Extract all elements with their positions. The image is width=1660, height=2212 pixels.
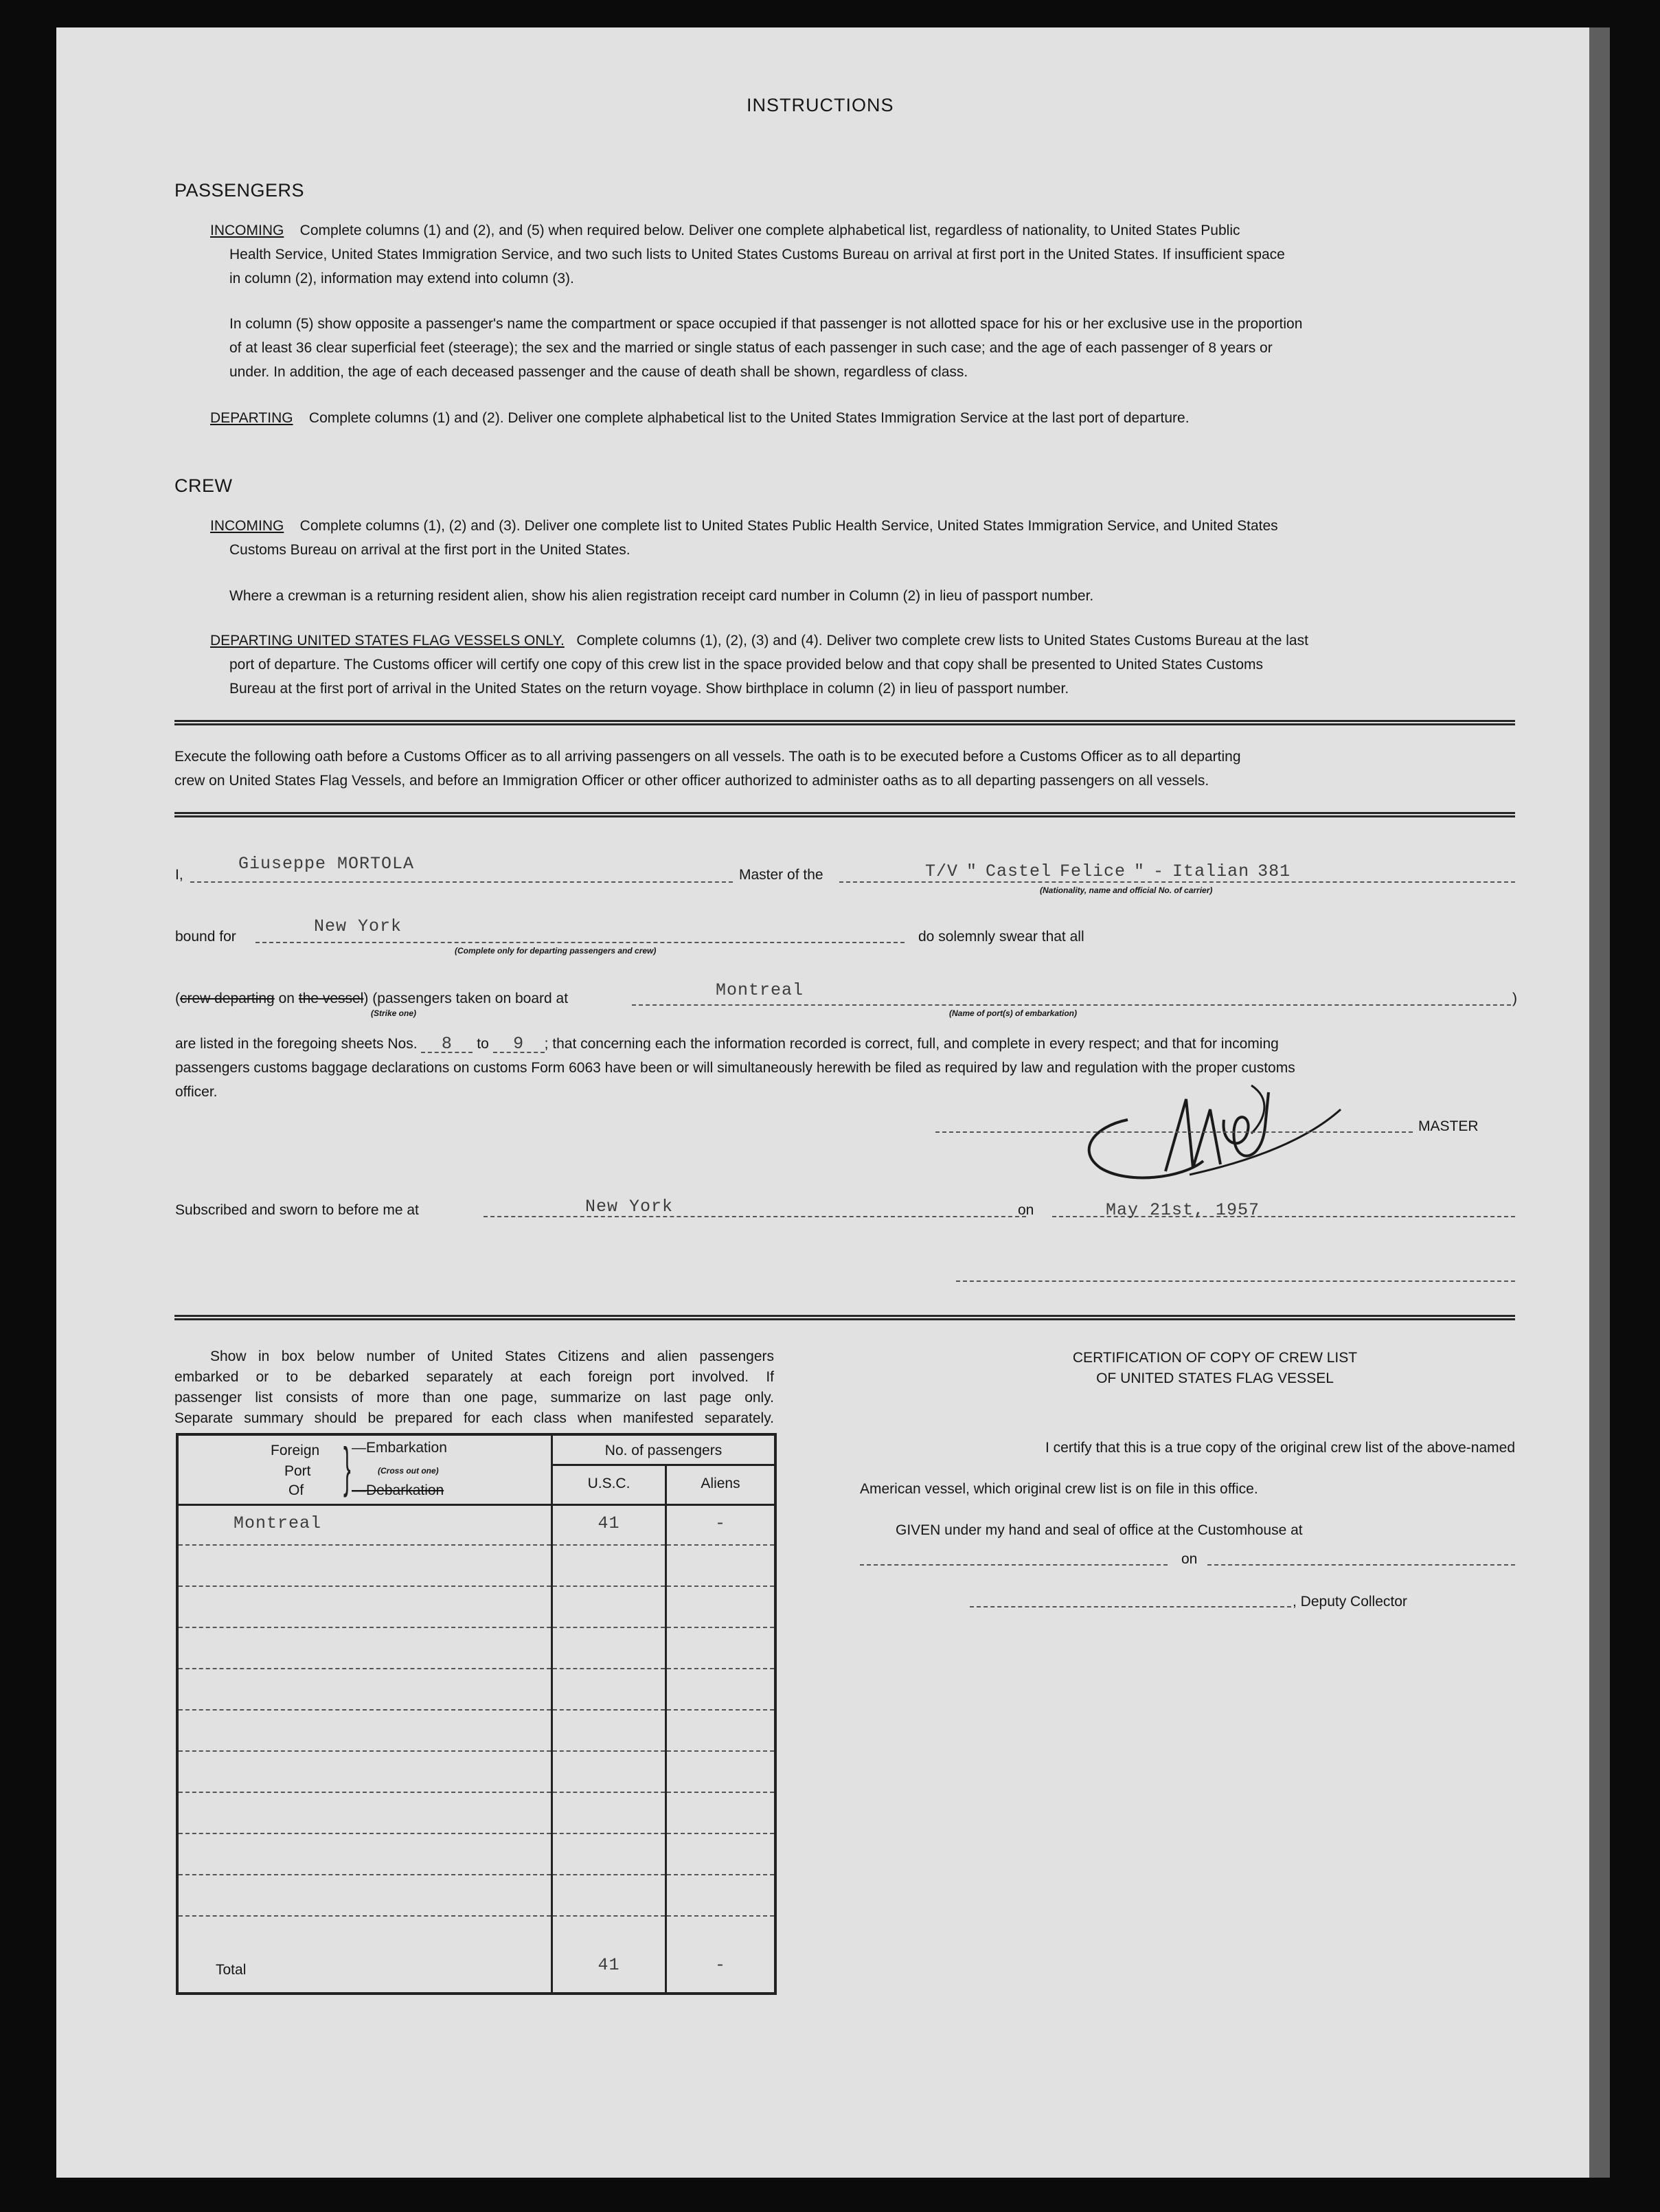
summary-cell-usc: [553, 1836, 665, 1875]
summary-cell-aliens: [667, 1588, 774, 1628]
bound-for-value: New York: [314, 916, 402, 936]
summary-instr-2: embarked or to be debarked separately at each foreign port involved. If: [174, 1369, 774, 1385]
cert-date-line: [1207, 1564, 1515, 1566]
divider-rule: [174, 720, 1515, 725]
given-text: GIVEN under my hand and seal of office at the Customhouse at: [896, 1522, 1303, 1538]
crew-departing-struck: crew departing: [180, 991, 275, 1006]
form-sheet: [56, 27, 1589, 2178]
strike-caption: (Strike one): [371, 1008, 417, 1018]
summary-cell-usc: [553, 1712, 665, 1752]
crew-resident-text: Where a crewman is a returning resident alien, show his alien registration receipt card number in Column (2) in lieu of passport number.: [229, 588, 1094, 604]
port-caption: (Name of port(s) of embarkation): [949, 1008, 1078, 1018]
certification-heading: [915, 1348, 1515, 1389]
departing-label: DEPARTING: [210, 410, 293, 426]
table-row: [179, 1547, 774, 1588]
summary-cell-usc: [553, 1629, 665, 1669]
total-aliens: -: [714, 1955, 726, 1975]
cross-caption: (Cross out one): [378, 1466, 439, 1476]
listed-rest: ; that concerning each the information recorded is correct, full, and complete in every respect; and that for incoming: [544, 1036, 1279, 1052]
officer-signature-line: [956, 1280, 1515, 1282]
summary-cell-port: [179, 1836, 551, 1875]
listed-line-2: passengers customs baggage declarations on customs Form 6063 have been or will simultaneously herewith be filed as required by law and regulation with the proper customs: [175, 1060, 1295, 1076]
summary-cell-port: [179, 1547, 551, 1587]
strike-one-row: [175, 991, 568, 1007]
table-row: [179, 1506, 774, 1547]
passengers-heading: PASSENGERS: [174, 180, 305, 201]
port-label: Port: [284, 1463, 311, 1479]
table-row: [179, 1712, 774, 1753]
summary-cell-usc: [553, 1671, 665, 1711]
passengers-departing-block: [210, 406, 1515, 430]
crew-heading: CREW: [174, 475, 233, 496]
master-signature-line: [935, 1131, 1413, 1133]
foreign-label: Foreign: [271, 1443, 320, 1458]
summary-cell-aliens: [667, 1547, 774, 1587]
summary-cell-port: [179, 1753, 551, 1793]
summary-cell-aliens: [667, 1877, 774, 1917]
paren-open: (: [175, 991, 180, 1006]
incoming-text: Complete columns (1) and (2), and (5) when required below. Deliver one complete alphabetical list, regardless of nationality, to United States Public: [299, 223, 1240, 238]
summary-instructions: [174, 1346, 774, 1429]
column5-text-2: of at least 36 clear superficial feet (steerage); the sex and the married or single status of each passenger in such case; and the age of each passenger of 8 years or: [229, 340, 1273, 356]
summary-cell-port: Montreal: [179, 1506, 551, 1546]
table-row: [179, 1671, 774, 1712]
on-label: on: [278, 991, 295, 1006]
bound-for-label: bound for: [175, 929, 236, 945]
summary-cell-usc: [553, 1877, 665, 1917]
incoming-text-2: Health Service, United States Immigration Service, and two such lists to United States Customs Bureau on arrival at first port in the United States. If insufficient space: [229, 247, 1285, 262]
summary-cell-usc: [553, 1588, 665, 1628]
cert-on-label: on: [1181, 1551, 1198, 1567]
crew-incoming-text: Complete columns (1), (2) and (3). Deliver one complete list to United States Public Health Service, United States Immigration Service, and United States: [299, 518, 1278, 534]
passengers-label: (passengers taken on board at: [372, 991, 569, 1006]
summary-cell-port: [179, 1588, 551, 1628]
departing-text: Complete columns (1) and (2). Deliver one complete alphabetical list to the United States Immigration Service at the last port of departure.: [308, 410, 1190, 426]
crew-incoming-text-2: Customs Bureau on arrival at the first port in the United States.: [229, 542, 630, 558]
summary-instr-3: passenger list consists of more than one page, summarize on last page only.: [174, 1390, 774, 1406]
embarkation-port: Montreal: [716, 980, 804, 1000]
summary-cell-usc: [553, 1753, 665, 1793]
certification-heading-1: CERTIFICATION OF COPY OF CREW LIST: [1072, 1350, 1358, 1366]
deputy-label: , Deputy Collector: [1293, 1594, 1407, 1610]
vessel-name: T/V " Castel Felice " - Italian 381: [925, 861, 1291, 881]
summary-cell-port: [179, 1794, 551, 1834]
summary-cell-port: [179, 1712, 551, 1752]
aliens-header: Aliens: [667, 1466, 774, 1506]
summary-cell-aliens: -: [667, 1506, 774, 1546]
crew-incoming-block: [210, 514, 1515, 562]
brace-icon: }: [343, 1436, 351, 1498]
divider-rule: [174, 812, 1515, 817]
master-signature: [1045, 1044, 1402, 1216]
total-usc: 41: [598, 1955, 620, 1975]
summary-cell-usc: [553, 1547, 665, 1587]
no-passengers-header: No. of passengers: [553, 1436, 774, 1466]
scan-border: [1589, 27, 1610, 2178]
embarkation-label: —Embarkation: [352, 1440, 447, 1456]
summary-cell-aliens: [667, 1836, 774, 1875]
sheet-to: 9: [493, 1037, 545, 1053]
summary-cell-aliens: [667, 1671, 774, 1711]
crew-departing-text: Complete columns (1), (2), (3) and (4). Deliver two complete crew lists to United States Customs Bureau at the last: [576, 633, 1308, 648]
vessel-line: [839, 881, 1515, 883]
summary-cell-aliens: [667, 1753, 774, 1793]
usc-header: U.S.C.: [553, 1466, 667, 1506]
crew-departing-block: [210, 629, 1515, 701]
summary-cell-aliens: [667, 1629, 774, 1669]
master-of-label: Master of the: [739, 867, 823, 883]
crew-departing-label: DEPARTING UNITED STATES FLAG VESSELS ONLY.: [210, 633, 565, 648]
bound-for-line: [255, 942, 905, 943]
subscribed-label: Subscribed and sworn to before me at: [175, 1202, 419, 1218]
listed-line-3: officer.: [175, 1084, 218, 1100]
oath-note: [174, 745, 1515, 793]
table-row: [179, 1588, 774, 1629]
sheet-from: 8: [421, 1037, 473, 1053]
summary-cell-aliens: [667, 1712, 774, 1752]
passenger-summary-box: [176, 1433, 777, 1995]
oath-note-2: crew on United States Flag Vessels, and before an Immigration Officer or other officer authorized to administer oaths as to all departing passengers on all vessels.: [174, 773, 1209, 789]
oath-i-label: I,: [175, 867, 183, 883]
sworn-on-label: on: [1018, 1202, 1034, 1218]
the-vessel-struck: the vessel: [298, 991, 364, 1006]
incoming-label: INCOMING: [210, 223, 284, 238]
incoming-text-3: in column (2), information may extend into column (3).: [229, 271, 574, 286]
vessel-caption: (Nationality, name and official No. of carrier): [1040, 885, 1213, 895]
customhouse-line: [860, 1564, 1168, 1566]
master-name-line: [190, 881, 733, 883]
table-row: [179, 1753, 774, 1794]
port-line: [632, 1004, 1511, 1006]
table-row: [179, 1794, 774, 1836]
crew-departing-text-3: Bureau at the first port of arrival in the United States on the return voyage. Show birthplace in column (2) in lieu of passport number.: [229, 681, 1069, 697]
summary-cell-port: [179, 1629, 551, 1669]
summary-cell-aliens: [667, 1794, 774, 1834]
summary-instr-4: Separate summary should be prepared for each class when manifested separately.: [174, 1410, 774, 1426]
divider-rule: [174, 1315, 1515, 1320]
port-header-cell: [179, 1436, 553, 1506]
debarkation-label: —Debarkation: [352, 1482, 444, 1498]
page-title: INSTRUCTIONS: [747, 95, 894, 115]
summary-cell-port: [179, 1671, 551, 1711]
column5-text-3: under. In addition, the age of each deceased passenger and the cause of death shall be shown, regardless of class.: [229, 364, 968, 380]
summary-instr-1: Show in box below number of United States Citizens and alien passengers: [210, 1348, 774, 1364]
master-name: Giuseppe MORTOLA: [238, 854, 415, 874]
summary-cell-usc: [553, 1794, 665, 1834]
bound-caption: (Complete only for departing passengers and crew): [455, 946, 657, 956]
deputy-signature-line: [970, 1606, 1291, 1607]
sworn-place: New York: [585, 1197, 674, 1217]
master-label: MASTER: [1418, 1118, 1479, 1134]
table-row: [179, 1836, 774, 1877]
paren-close-mid: ): [363, 991, 369, 1006]
total-label: Total: [216, 1962, 247, 1978]
listed-label: are listed in the foregoing sheets Nos.: [175, 1036, 418, 1052]
crew-departing-text-2: port of departure. The Customs officer will certify one copy of this crew list in the space provided below and that copy shall be presented to United States Customs: [229, 657, 1263, 673]
certification-heading-2: OF UNITED STATES FLAG VESSEL: [1096, 1370, 1334, 1386]
oath-note-1: Execute the following oath before a Customs Officer as to all arriving passengers on all vessels. The oath is to be executed before a Customs Officer as to all departing: [174, 749, 1241, 765]
summary-cell-port: [179, 1877, 551, 1917]
table-row: [179, 1629, 774, 1671]
sworn-place-line: [484, 1216, 1026, 1217]
column5-block: [229, 312, 1515, 384]
certification-text-2: American vessel, which original crew list is on file in this office.: [860, 1481, 1258, 1497]
paren-close: ): [1512, 991, 1517, 1006]
swear-label: do solemnly swear that all: [918, 929, 1084, 945]
sworn-date: May 21st, 1957: [1106, 1200, 1260, 1220]
table-row: [179, 1877, 774, 1918]
crew-incoming-label: INCOMING: [210, 518, 284, 534]
summary-cell-usc: 41: [553, 1506, 665, 1546]
column5-text-1: In column (5) show opposite a passenger's name the compartment or space occupied if that passenger is not allotted space for his or her exclusive use in the proportion: [229, 316, 1303, 332]
to-label: to: [477, 1036, 489, 1052]
certification-text-1: I certify that this is a true copy of the original crew list of the above-named: [1045, 1440, 1515, 1456]
of-label: Of: [288, 1482, 304, 1498]
passengers-incoming-block: [210, 218, 1515, 291]
